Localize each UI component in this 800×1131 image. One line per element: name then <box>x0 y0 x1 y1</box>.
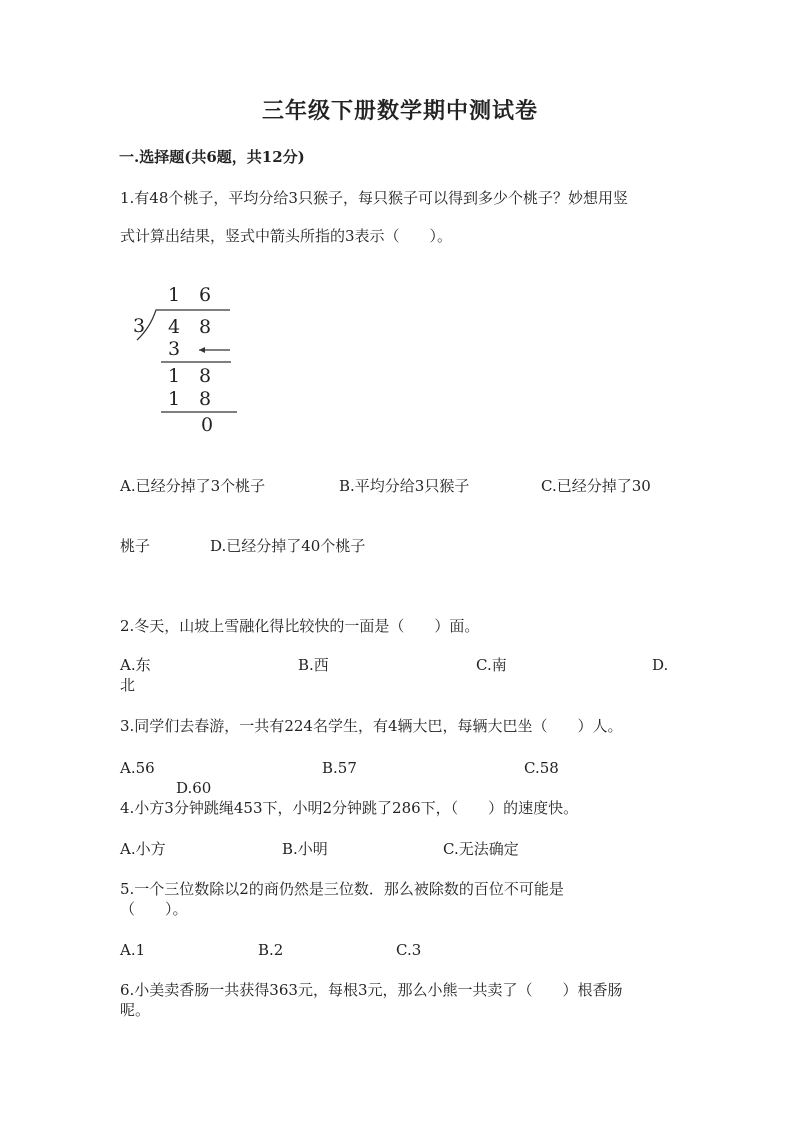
question-5-option-a[interactable]: A.1 <box>120 941 146 959</box>
question-1-line-2: 式计算出结果，竖式中箭头所指的3表示（ ）。 <box>120 227 453 245</box>
question-2-option-d[interactable]: D. <box>652 656 669 674</box>
question-2-text: 2.冬天，山坡上雪融化得比较快的一面是（ ）面。 <box>120 617 480 635</box>
question-4-option-c[interactable]: C.无法确定 <box>443 840 519 858</box>
question-3-option-a[interactable]: A.56 <box>120 759 155 777</box>
divisor-digit: 3 <box>133 315 146 337</box>
question-2-option-a[interactable]: A.东 <box>120 656 151 674</box>
remainder-digit-tens: 1 <box>168 365 181 387</box>
question-1-option-c-continuation: 桃子 <box>120 537 151 555</box>
question-4-option-a[interactable]: A.小方 <box>120 840 166 858</box>
quotient-digit-tens: 1 <box>168 284 181 306</box>
first-product-digit: 3 <box>168 338 181 360</box>
question-1-option-b[interactable]: B.平均分给3只猴子 <box>339 477 470 495</box>
question-5-line-1: 5.一个三位数除以2的商仍然是三位数．那么被除数的百位不可能是 <box>120 880 564 898</box>
question-3-option-b[interactable]: B.57 <box>322 759 357 777</box>
page-title: 三年级下册数学期中测试卷 <box>261 98 538 124</box>
final-remainder-digit: 0 <box>201 414 214 436</box>
question-6-line-2: 呢。 <box>120 1001 151 1019</box>
question-2-option-b[interactable]: B.西 <box>298 656 329 674</box>
question-1-option-d[interactable]: D.已经分掉了40个桃子 <box>210 537 366 555</box>
question-5-option-c[interactable]: C.3 <box>396 941 422 959</box>
question-3-option-c[interactable]: C.58 <box>524 759 559 777</box>
question-4-text: 4.小方3分钟跳绳453下，小明2分钟跳了286下，（ ）的速度快。 <box>120 799 579 817</box>
question-3-text: 3.同学们去春游，一共有224名学生，有4辆大巴，每辆大巴坐（ ）人。 <box>120 717 623 735</box>
question-2-option-d-continuation: 北 <box>120 676 136 694</box>
second-product-digit-ones: 8 <box>199 388 212 410</box>
question-1-option-a[interactable]: A.已经分掉了3个桃子 <box>120 477 266 495</box>
question-4-option-b[interactable]: B.小明 <box>282 840 328 858</box>
question-1-option-c[interactable]: C.已经分掉了30 <box>541 477 651 495</box>
dividend-digit-ones: 8 <box>199 316 212 338</box>
division-bracket <box>137 310 230 340</box>
question-2-option-c[interactable]: C.南 <box>476 656 507 674</box>
question-1-line-1: 1.有48个桃子，平均分给3只猴子，每只猴子可以得到多少个桃子？妙想用竖 <box>120 189 628 207</box>
section-heading: 一.选择题(共6题，共12分) <box>119 148 305 166</box>
question-5-option-b[interactable]: B.2 <box>258 941 284 959</box>
second-product-digit-tens: 1 <box>168 388 181 410</box>
remainder-digit-ones: 8 <box>199 365 212 387</box>
question-6-line-1: 6.小美卖香肠一共获得363元，每根3元，那么小熊一共卖了（ ）根香肠 <box>120 981 623 999</box>
arrow-head-icon <box>199 347 205 353</box>
dividend-digit-tens: 4 <box>168 316 181 338</box>
question-3-option-d[interactable]: D.60 <box>176 779 212 797</box>
quotient-digit-ones: 6 <box>199 284 212 306</box>
question-5-line-2: （ ）。 <box>120 900 188 918</box>
